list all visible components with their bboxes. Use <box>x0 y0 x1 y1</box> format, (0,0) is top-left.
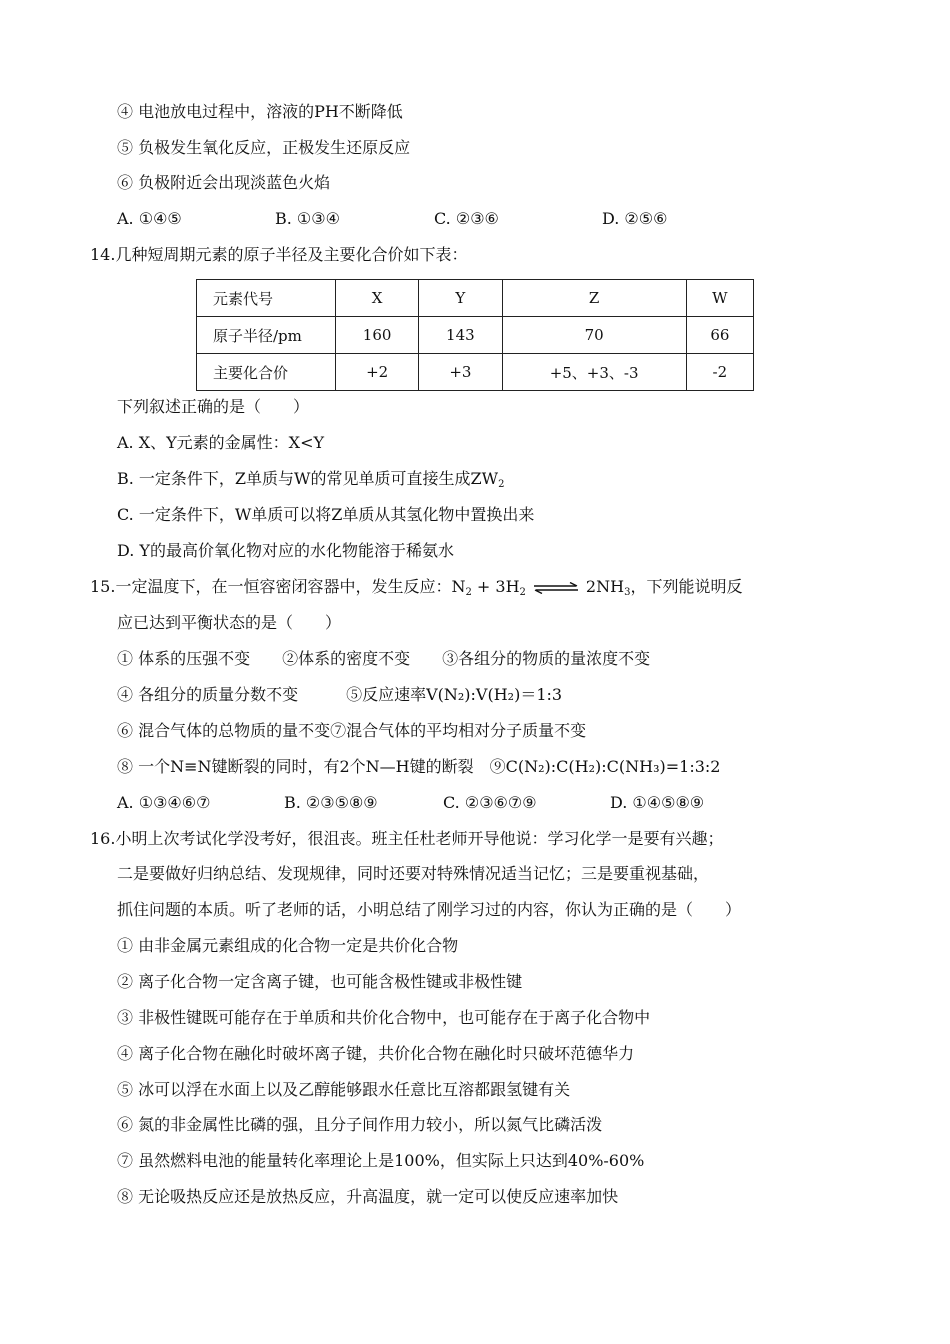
q16-item: ⑦ 虽然燃料电池的能量转化率理论上是100%，但实际上只达到40%-60% <box>117 1151 645 1170</box>
q15-item-line3: ⑥ 混合气体的总物质的量不变⑦混合气体的平均相对分子质量不变 <box>117 721 587 740</box>
element-table <box>196 279 754 391</box>
q15-stem-line2: 应已达到平衡状态的是（ ） <box>117 613 342 632</box>
q15-option-b: B. ②③⑤⑧⑨ <box>284 793 378 812</box>
q13-option-c: C. ②③⑥ <box>434 209 499 228</box>
q15-h2-subscript: 2 <box>519 587 526 598</box>
q15-stem-text: 15.一定温度下，在一恒容密闭容器中，发生反应：N <box>90 577 466 596</box>
q13-option-d: D. ②⑤⑥ <box>602 209 668 228</box>
q15-option-d: D. ①④⑤⑧⑨ <box>610 793 705 812</box>
q15-nh3-subscript: 3 <box>624 587 631 598</box>
q16-stem-line3: 抓住问题的本质。听了老师的话，小明总结了刚学习过的内容，你认为正确的是（ ） <box>117 900 742 919</box>
table-row <box>197 280 754 317</box>
table-cell: +3 <box>419 354 502 391</box>
q13-item-4: ④ 电池放电过程中，溶液的PH不断降低 <box>117 102 403 121</box>
q14-option-b-text: B. 一定条件下，Z单质与W的常见单质可直接生成ZW <box>117 469 499 488</box>
table-cell: 70 <box>502 317 686 354</box>
q15-nh3-term: 2NH <box>585 577 625 596</box>
q14-option-b-subscript: 2 <box>498 479 505 490</box>
q15-n2-subscript: 2 <box>465 587 472 598</box>
table-cell: +5、+3、-3 <box>502 354 686 391</box>
table-cell: 143 <box>419 317 502 354</box>
q16-item: ① 由非金属元素组成的化合物一定是共价化合物 <box>117 936 459 955</box>
table-cell: 160 <box>336 317 419 354</box>
q16-stem-line1: 16.小明上次考试化学没考好，很沮丧。班主任杜老师开导他说：学习化学一是要有兴趣； <box>90 829 724 848</box>
q14-option-b <box>117 468 504 496</box>
table-cell: -2 <box>686 354 753 391</box>
q16-stem-line2: 二是要做好归纳总结、发现规律，同时还要对特殊情况适当记忆；三是要重视基础， <box>117 864 710 883</box>
q14-prompt: 下列叙述正确的是（ ） <box>117 397 310 416</box>
table-cell: 主要化合价 <box>197 354 336 391</box>
q16-item: ③ 非极性键既可能存在于单质和共价化合物中，也可能存在于离子化合物中 <box>117 1008 651 1027</box>
table-cell: 原子半径/pm <box>197 317 336 354</box>
q16-item: ⑥ 氮的非金属性比磷的强，且分子间作用力较小，所以氮气比磷活泼 <box>117 1115 603 1134</box>
q15-h2-term: + 3H <box>471 577 520 596</box>
q14-option-d: D. Y的最高价氧化物对应的水化物能溶于稀氨水 <box>117 541 454 560</box>
q15-stem <box>90 576 742 604</box>
table-header-cell: W <box>686 280 753 317</box>
q13-option-b: B. ①③④ <box>275 209 340 228</box>
table-header-cell: 元素代号 <box>197 280 336 317</box>
q15-item-line4: ⑧ 一个N≡N键断裂的同时，有2个N—H键的断裂 ⑨C(N₂):C(H₂):C(NH₃)=1:3:2 <box>117 757 721 776</box>
table-header-cell: X <box>336 280 419 317</box>
table-cell: 66 <box>686 317 753 354</box>
q15-stem-tail: ，下列能说明反 <box>630 577 743 596</box>
q16-item: ⑤ 冰可以浮在水面上以及乙醇能够跟水任意比互溶都跟氢键有关 <box>117 1080 571 1099</box>
q15-option-a: A. ①③④⑥⑦ <box>117 793 211 812</box>
q13-option-a: A. ①④⑤ <box>117 209 182 228</box>
q14-option-c: C. 一定条件下，W单质可以将Z单质从其氢化物中置换出来 <box>117 505 535 524</box>
q13-item-5: ⑤ 负极发生氧化反应，正极发生还原反应 <box>117 138 411 157</box>
q15-item-line2: ④ 各组分的质量分数不变 ⑤反应速率V(N₂):V(H₂)＝1:3 <box>117 685 563 704</box>
table-row <box>197 317 754 354</box>
q16-item: ⑧ 无论吸热反应还是放热反应，升高温度，就一定可以使反应速率加快 <box>117 1187 619 1206</box>
q14-option-a: A. X、Y元素的金属性：X<Y <box>117 433 325 452</box>
equilibrium-arrow-icon <box>532 582 580 594</box>
table-header-cell: Z <box>502 280 686 317</box>
q16-item: ② 离子化合物一定含离子键，也可能含极性键或非极性键 <box>117 972 523 991</box>
q15-item-line1: ① 体系的压强不变 ②体系的密度不变 ③各组分的物质的量浓度不变 <box>117 649 651 668</box>
table-row <box>197 354 754 391</box>
table-header-cell: Y <box>419 280 502 317</box>
q15-option-c: C. ②③⑥⑦⑨ <box>443 793 537 812</box>
table-cell: +2 <box>336 354 419 391</box>
q13-item-6: ⑥ 负极附近会出现淡蓝色火焰 <box>117 173 331 192</box>
q16-item: ④ 离子化合物在融化时破坏离子键，共价化合物在融化时只破坏范德华力 <box>117 1044 635 1063</box>
q14-stem: 14.几种短周期元素的原子半径及主要化合价如下表： <box>90 245 468 264</box>
